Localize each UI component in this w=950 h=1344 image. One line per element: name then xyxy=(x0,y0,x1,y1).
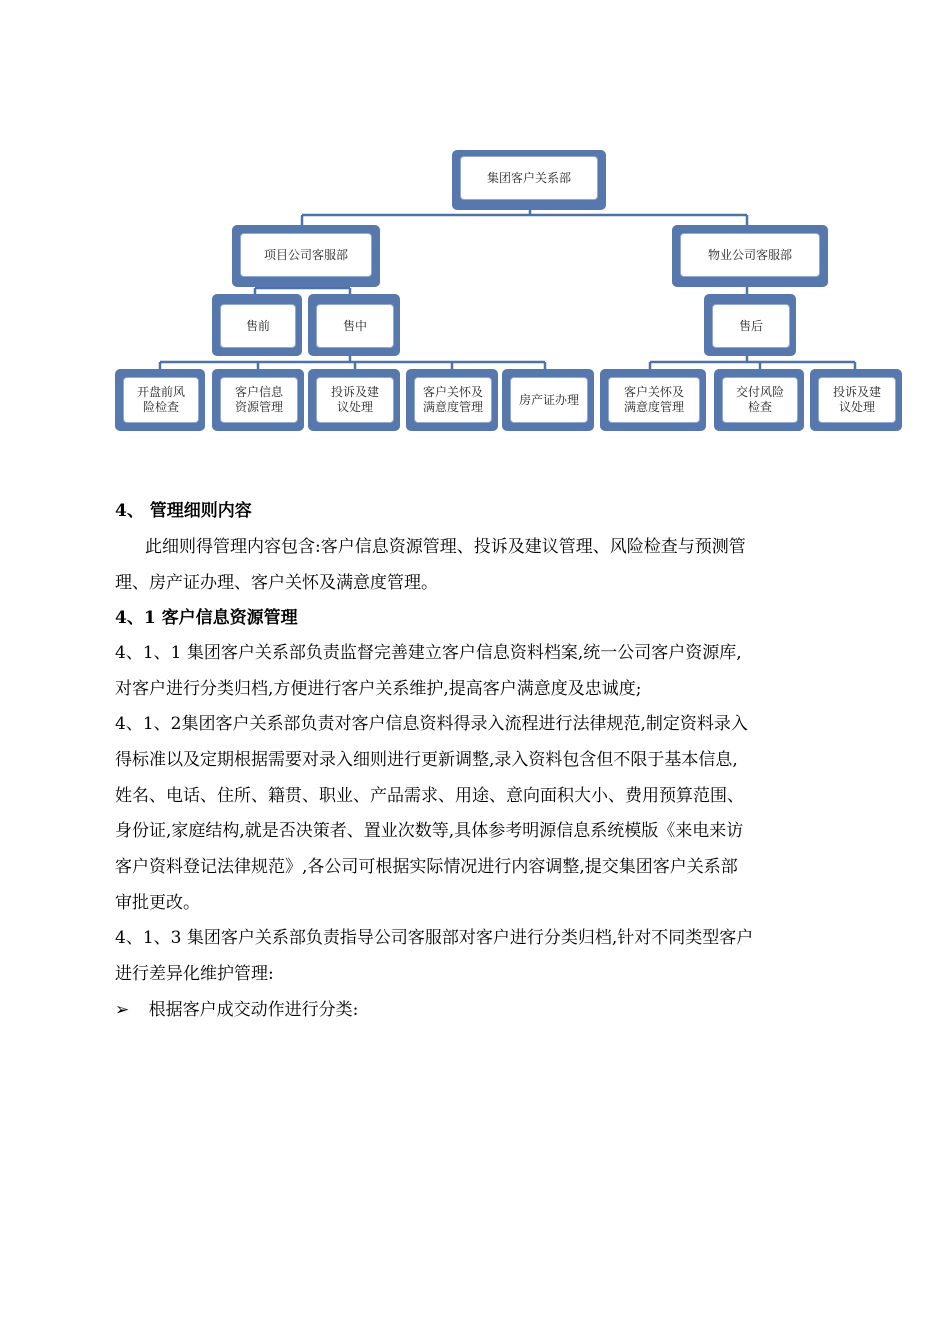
org-node-property-service: 物业公司客服部 xyxy=(672,225,828,287)
paragraph-412-line: 客户资料登记法律规范》,各公司可根据实际情况进行内容调整,提交集团客户关系部 xyxy=(115,857,738,877)
org-node-presale: 售前 xyxy=(212,294,302,356)
org-leaf-presale-risk: 开盘前风险检查 xyxy=(115,369,205,431)
bullet-text: 根据客户成交动作进行分类: xyxy=(148,1000,359,1020)
org-leaf-complaint-right: 投诉及建议处理 xyxy=(810,369,902,431)
org-leaf-cert: 房产证办理 xyxy=(502,369,594,431)
paragraph-411-line: 4、1、1 集团客户关系部负责监督完善建立客户信息资料档案,统一公司客户资源库, xyxy=(115,643,742,663)
org-node-project-service: 项目公司客服部 xyxy=(232,225,380,287)
paragraph-412-line: 审批更改。 xyxy=(115,893,200,913)
org-node-aftersale: 售后 xyxy=(704,294,796,356)
org-leaf-care-right: 客户关怀及满意度管理 xyxy=(600,369,706,431)
bullet-arrow-icon: ➢ xyxy=(115,1000,130,1020)
paragraph-413-line: 4、1、3 集团客户关系部负责指导公司客服部对客户进行分类归档,针对不同类型客户 xyxy=(115,928,754,948)
org-leaf-complaint-left: 投诉及建议处理 xyxy=(308,369,400,431)
paragraph-413-line: 进行差异化维护管理: xyxy=(115,964,274,984)
paragraph-intro-line: 此细则得管理内容包含:客户信息资源管理、投诉及建议管理、风险检查与预测管 xyxy=(145,537,746,557)
paragraph-intro-line: 理、房产证办理、客户关怀及满意度管理。 xyxy=(115,573,438,593)
heading-section-4-1: 4、1 客户信息资源管理 xyxy=(115,608,298,628)
org-leaf-info-mgmt: 客户信息资源管理 xyxy=(212,369,304,431)
org-node-root: 集团客户关系部 xyxy=(452,150,606,210)
org-leaf-care-left: 客户关怀及满意度管理 xyxy=(406,369,498,431)
org-leaf-delivery-risk: 交付风险检查 xyxy=(714,369,804,431)
heading-section-4: 4、 管理细则内容 xyxy=(115,501,252,521)
paragraph-412-line: 得标准以及定期根据需要对录入细则进行更新调整,录入资料包含但不限于基本信息, xyxy=(115,750,738,770)
org-node-onsale: 售中 xyxy=(308,294,400,356)
paragraph-411-line: 对客户进行分类归档,方便进行客户关系维护,提高客户满意度及忠诚度; xyxy=(115,679,642,699)
paragraph-412-line: 身份证,家庭结构,就是否决策者、置业次数等,具体参考明源信息系统模版《来电来访 xyxy=(115,821,744,841)
paragraph-412-line: 姓名、电话、住所、籍贯、职业、产品需求、用途、意向面积大小、费用预算范围、 xyxy=(115,786,744,806)
bullet-item xyxy=(115,995,358,1020)
paragraph-412-line: 4、1、2集团客户关系部负责对客户信息资料得录入流程进行法律规范,制定资料录入 xyxy=(115,714,748,734)
